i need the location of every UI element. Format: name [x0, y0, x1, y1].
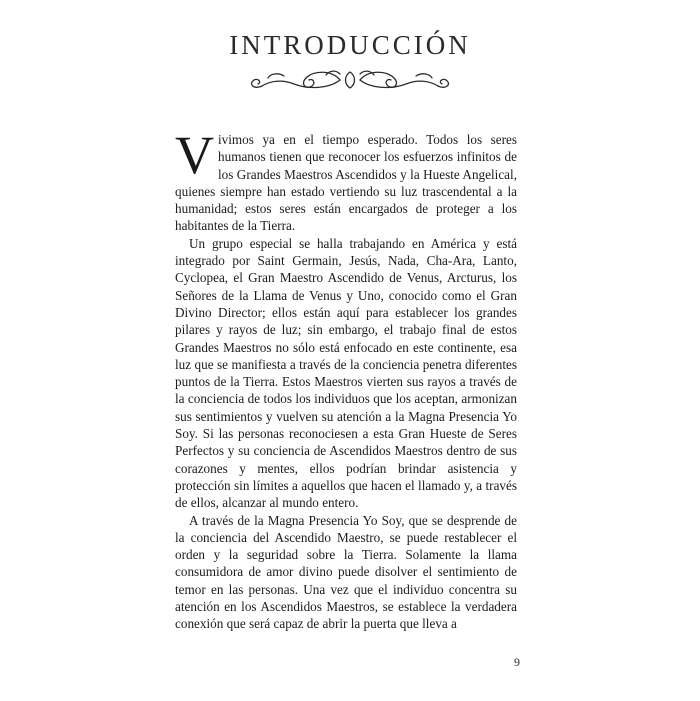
paragraph-1 — [175, 125, 517, 235]
chapter-title: INTRODUCCIÓN — [229, 30, 471, 60]
body-text — [175, 125, 517, 633]
paragraph-1-text: ivimos ya en el tiempo esperado. Todos los seres humanos tienen que reconocer los esfuerzos infinitos de los Grandes Maestros Ascendidos y la Hueste Angelical, quienes siempre han estado vertiendo su luz trascendental a la humanidad; estos seres están encargados de proteger a los habitantes de la Tierra. — [175, 132, 517, 234]
flourish-ornament-icon — [244, 66, 456, 94]
drop-cap: V — [175, 125, 214, 185]
paragraph-3: A través de la Magna Presencia Yo Soy, que se desprende de la conciencia del Ascendido Maestro, se puede restablecer el orden y la seguridad sobre la Tierra. Solamente la llama consumidora de amor divino puede disolver el sentimiento de temor en las personas. Una vez que el individuo concentra su atención en los Ascendidos Maestros, se establece la verdadera conexión que será capaz de abrir la puerta que lleva a — [175, 512, 517, 632]
page-number: 9 — [514, 655, 520, 669]
paragraph-2: Un grupo especial se halla trabajando en América y está integrado por Saint Germain, Jesús, Nada, Cha-Ara, Lanto, Cyclopea, el Gran Maestro Ascendido de Venus, Arcturus, los Señores de la Llama de Venus y Uno, conocido como el Gran Divino Director; ellos están aquí para establecer los grandes pilares y rayos de luz; sin embargo, el trabajo final de estos Grandes Maestros no sólo está enfocado en este continente, esa luz que se manifiesta a través de la conciencia penetra diferentes puntos de la Tierra. Estos Maestros vierten sus rayos a través de la conciencia de todos los individuos que los aceptan, armonizan sus sentimientos y vuelven su atención a la Magna Presencia Yo Soy. Si las personas reconociesen a esta Gran Hueste de Seres Perfectos y su conciencia de Ascendidos Maestros dentro de sus corazones y mentes, ellos podrían brindar asistencia y protección sin límites a aquellos que hacen el llamado y, a través de ellos, alcanzar al mundo entero. — [175, 235, 517, 511]
